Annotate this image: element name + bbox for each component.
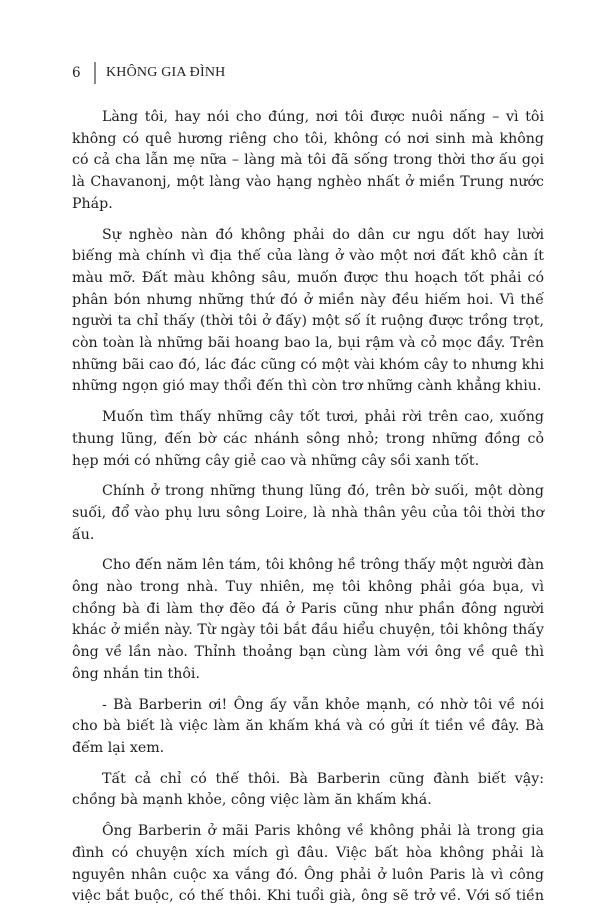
- paragraph: Ông Barberin ở mãi Paris không về không phải là trong gia đình có chuyện xích mích gì đâu. Việc bất hòa không phải là nguyên nhân cuộc xa vắng đó. Ông phải ở luôn Paris là vì công việc bắt buộc, có thế thôi. Khi tuổi già, ông sẽ trở về. Với số tiền: [72, 823, 544, 905]
- running-header: [72, 62, 225, 84]
- paragraph: - Bà Barberin ơi! Ông ấy vẫn khỏe mạnh, có nhờ tôi về nói cho bà biết là việc làm ăn khấm khá và có gửi ít tiền về đây. Bà đếm lại xem.: [72, 696, 544, 756]
- paragraph: Làng tôi, hay nói cho đúng, nơi tôi được nuôi nấng – vì tôi không có quê hương riêng cho tôi, không có nơi sinh mà không có cả cha lẫn mẹ nữa – làng mà tôi đã sống trong thời thơ ấu gọi là Chavanonj, một làng vào hạng nghèo nhất ở miền Trung nước Pháp.: [72, 109, 544, 212]
- paragraph: Sự nghèo nàn đó không phải do dân cư ngu dốt hay lười biếng mà chính vì địa thế của làng ở vào một nơi đất khô cằn ít màu mỡ. Đất màu không sâu, muốn được thu hoạch tốt phải có phân bón nhưng những thứ đó ở miền này đều hiếm hoi. Vì thế người ta chỉ thấy (thời tôi ở đấy) một số ít ruộng được trồng trọt, còn toàn là những bãi hoang bao la, bụi rậm và cỏ mọc đầy. Trên những bãi cao đó, lác đác cũng có một vài khóm cây to nhưng khi những ngọn gió may thổi đến thì còn trơ những cành khẳng khiu.: [72, 226, 544, 395]
- paragraph: Muốn tìm thấy những cây tốt tươi, phải rời trên cao, xuống thung lũng, đến bờ các nhánh sông nhỏ; trong những đồng cỏ hẹp mới có những cây giẻ cao và những cây sồi xanh tốt.: [72, 409, 544, 469]
- paragraph: Tất cả chỉ có thế thôi. Bà Barberin cũng đành biết vậy: chồng bà mạnh khỏe, công việc làm ăn khấm khá.: [72, 770, 544, 809]
- chapter-title: KHÔNG GIA ĐÌNH: [106, 65, 226, 80]
- paragraph: Cho đến năm lên tám, tôi không hề trông thấy một người đàn ông nào trong nhà. Tuy nhiên, mẹ tôi không phải góa bụa, vì chồng bà đi làm thợ đẽo đá ở Paris cũng như phần đông người khác ở miền này. Từ ngày tôi bắt đầu hiểu chuyện, tôi không thấy ông về lần nào. Thỉnh thoảng bạn cùng làm với ông về quê thì ông nhắn tin thôi.: [72, 557, 544, 682]
- paragraph: Chính ở trong những thung lũng đó, trên bờ suối, một dòng suối, đổ vào phụ lưu sông Loire, là nhà thân yêu của tôi thời thơ ấu.: [72, 483, 544, 543]
- page-number: 6: [72, 65, 81, 81]
- header-divider: [94, 62, 96, 84]
- body-text: [72, 107, 544, 917]
